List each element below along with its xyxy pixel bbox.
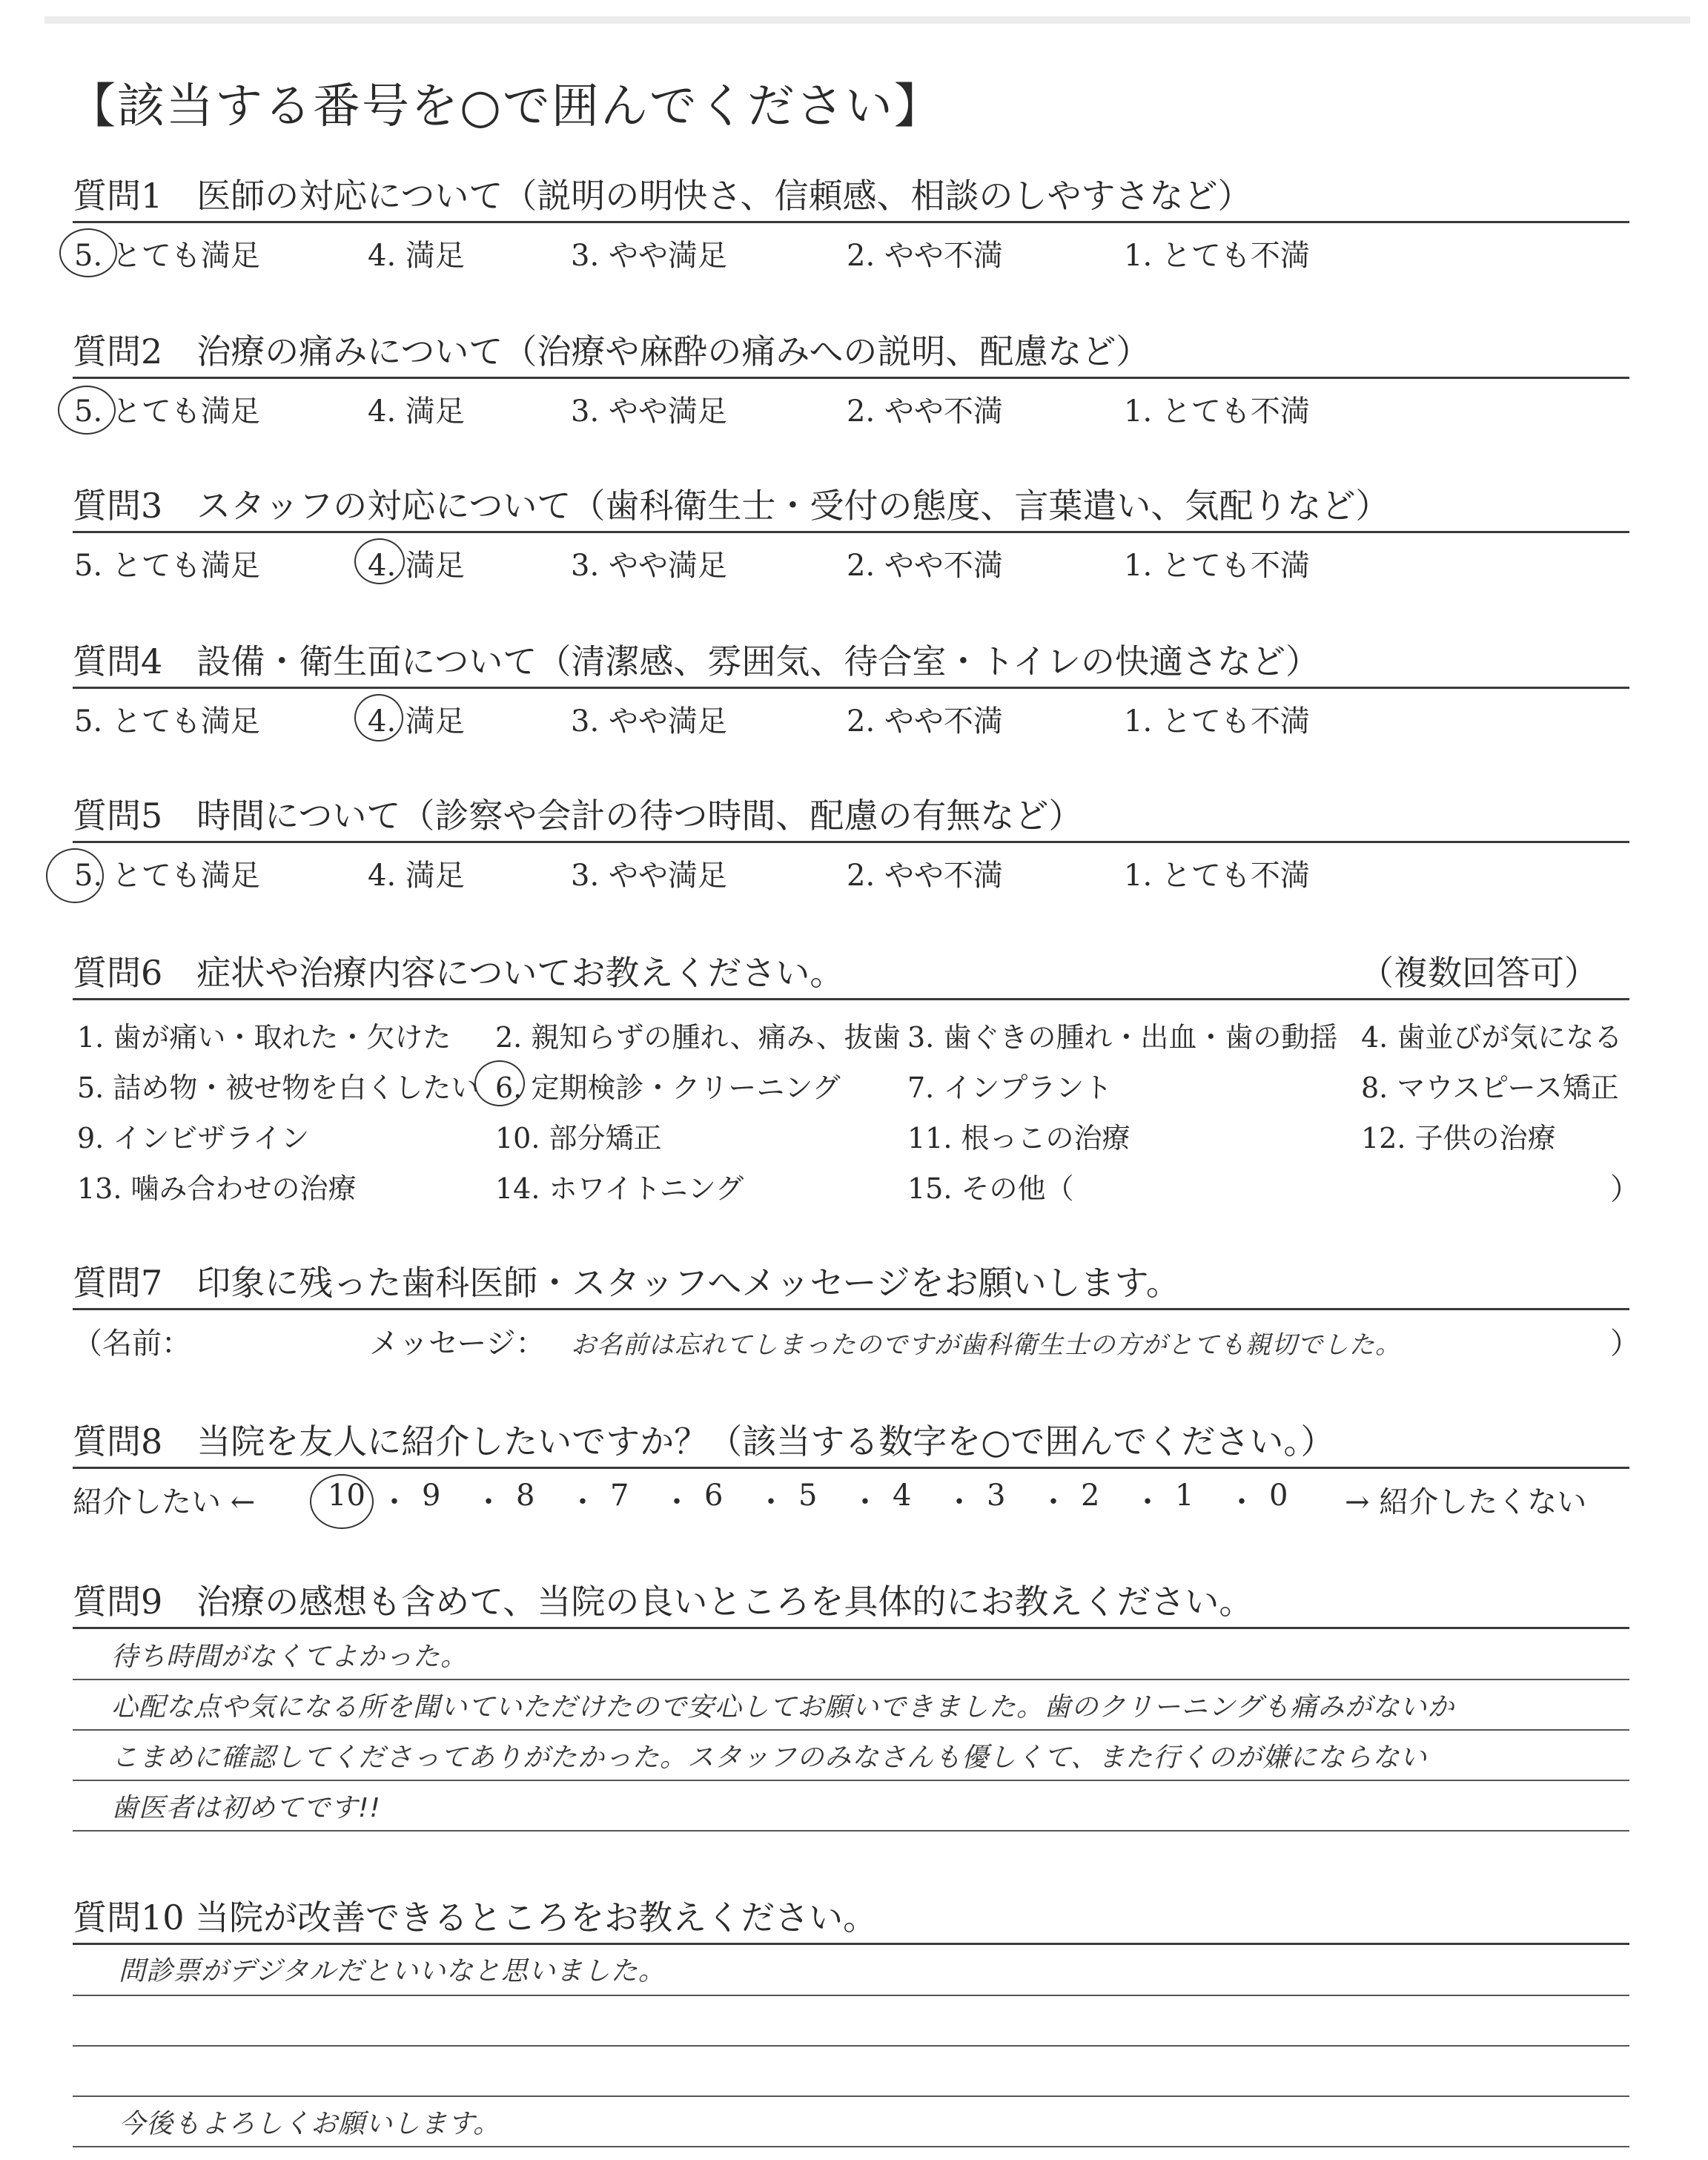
option-1[interactable]: 1. とても不満 <box>1124 239 1310 273</box>
ruled-line <box>73 1995 1629 1996</box>
option-4[interactable]: 4. 満足 <box>368 394 465 429</box>
question-title: 質問1 医師の対応について（説明の明快さ、信頼感、相談のしやすさなど） <box>73 176 1252 216</box>
option-5[interactable]: 5. とても満足 <box>74 394 260 429</box>
option-4[interactable]: 4. 満足 <box>368 239 465 273</box>
question-title: 質問8 当院を友人に紹介したいですか？（該当する数字を○で囲んでください。） <box>73 1421 1335 1462</box>
multiple-answer-note: （複数回答可） <box>1360 953 1598 993</box>
scan-edge <box>44 16 1690 24</box>
recommend-left-label: 紹介したい ← <box>73 1485 256 1519</box>
option-4[interactable]: 4. 満足 <box>368 549 465 583</box>
symptom-option[interactable]: 14. ホワイトニング <box>495 1172 744 1205</box>
selection-circle <box>354 694 403 742</box>
question-rule <box>73 1467 1629 1469</box>
option-2[interactable]: 2. やや不満 <box>847 239 1003 273</box>
option-3[interactable]: 3. やや満足 <box>571 394 727 429</box>
scale-value[interactable]: 5 <box>798 1479 818 1513</box>
selection-circle <box>58 386 116 435</box>
question-rule <box>73 841 1629 843</box>
question-rule <box>73 377 1629 379</box>
symptom-option[interactable]: 12. 子供の治療 <box>1361 1122 1556 1155</box>
option-2[interactable]: 2. やや不満 <box>847 549 1003 583</box>
symptom-option[interactable]: 13. 噛み合わせの治療 <box>77 1172 357 1205</box>
question-title: 質問5 時間について（診察や会計の待つ時間、配慮の有無など） <box>73 796 1083 836</box>
symptom-option[interactable]: 6. 定期検診・クリーニング <box>495 1071 841 1104</box>
scale-separator: ・ <box>756 1485 786 1519</box>
option-4[interactable]: 4. 満足 <box>368 704 465 739</box>
option-1[interactable]: 1. とても不満 <box>1124 549 1310 583</box>
question-title: 質問7 印象に残った歯科医師・スタッフへメッセージをお願いします。 <box>73 1263 1180 1303</box>
handwritten-message[interactable]: お名前は忘れてしまったのですが歯科衛生士の方がとても親切でした。 <box>571 1330 1401 1360</box>
scale-value[interactable]: 4 <box>893 1479 912 1513</box>
scale-separator: ・ <box>944 1485 974 1519</box>
selection-circle <box>46 848 104 903</box>
selection-circle <box>354 538 405 584</box>
other-close-paren: ） <box>1610 1172 1640 1206</box>
ruled-line <box>73 2095 1629 2097</box>
symptom-option[interactable]: 1. 歯が痛い・取れた・欠けた <box>77 1021 451 1054</box>
scale-value[interactable]: 9 <box>422 1479 441 1513</box>
selection-circle <box>474 1060 525 1106</box>
scale-value[interactable]: 0 <box>1269 1479 1288 1513</box>
comment-line[interactable]: 心配な点や気になる所を聞いていただけたので安心してお願いできました。歯のクリーニングも痛みがないか <box>111 1692 1455 1723</box>
scale-value[interactable]: 3 <box>987 1479 1006 1513</box>
page-title: 【該当する番号を○で囲んでください】 <box>68 79 943 134</box>
scale-value[interactable]: 6 <box>704 1479 724 1513</box>
scale-separator: ・ <box>1133 1485 1162 1519</box>
question-rule <box>73 1627 1629 1629</box>
ruled-line <box>73 1780 1629 1781</box>
scale-separator: ・ <box>1039 1485 1068 1519</box>
ruled-line <box>73 1830 1629 1832</box>
ruled-line <box>73 1729 1629 1731</box>
symptom-option[interactable]: 4. 歯並びが気になる <box>1361 1021 1623 1054</box>
question-title: 質問6 症状や治療内容についてお教えください。 <box>73 953 844 993</box>
ruled-line <box>73 2146 1629 2147</box>
scale-separator: ・ <box>568 1485 598 1519</box>
symptom-option[interactable]: 3. 歯ぐきの腫れ・出血・歯の動揺 <box>907 1021 1338 1054</box>
scale-separator: ・ <box>474 1485 503 1519</box>
recommend-right-label: → 紹介したくない <box>1345 1485 1587 1519</box>
scale-separator: ・ <box>662 1485 692 1519</box>
symptom-option[interactable]: 7. インプラント <box>907 1071 1113 1104</box>
option-5[interactable]: 5. とても満足 <box>74 859 260 893</box>
option-3[interactable]: 3. やや満足 <box>571 704 727 739</box>
selection-circle <box>59 228 117 277</box>
symptom-option[interactable]: 15. その他（ <box>907 1172 1074 1205</box>
option-4[interactable]: 4. 満足 <box>368 859 465 893</box>
question-rule <box>73 221 1629 223</box>
symptom-option[interactable]: 2. 親知らずの腫れ、痛み、抜歯 <box>495 1021 901 1054</box>
option-3[interactable]: 3. やや満足 <box>571 239 727 273</box>
comment-line[interactable]: 問診票がデジタルだといいなと思いました。 <box>119 1956 666 1986</box>
question-title: 質問3 スタッフの対応について（歯科衛生士・受付の態度、言葉遣い、気配りなど） <box>73 486 1390 526</box>
option-3[interactable]: 3. やや満足 <box>571 549 727 583</box>
symptom-option[interactable]: 10. 部分矯正 <box>495 1122 662 1155</box>
comment-line[interactable]: 歯医者は初めてです!! <box>111 1793 381 1823</box>
scale-separator: ・ <box>1227 1485 1257 1519</box>
message-label: メッセージ： <box>369 1327 546 1361</box>
option-1[interactable]: 1. とても不満 <box>1124 704 1310 739</box>
option-5[interactable]: 5. とても満足 <box>74 549 260 583</box>
question-title: 質問4 設備・衛生面について（清潔感、雰囲気、待合室・トイレの快適さなど） <box>73 641 1320 681</box>
option-1[interactable]: 1. とても不満 <box>1124 859 1310 893</box>
option-2[interactable]: 2. やや不満 <box>847 859 1003 893</box>
ruled-line <box>73 2045 1629 2047</box>
option-3[interactable]: 3. やや満足 <box>571 859 727 893</box>
question-rule <box>73 1943 1629 1945</box>
option-5[interactable]: 5. とても満足 <box>74 239 260 273</box>
scale-value[interactable]: 7 <box>610 1479 629 1513</box>
name-label: （名前： <box>73 1327 191 1361</box>
question-rule <box>73 531 1629 533</box>
option-1[interactable]: 1. とても不満 <box>1124 394 1310 429</box>
ruled-line <box>73 1679 1629 1680</box>
question-rule <box>73 1308 1629 1310</box>
message-close-paren: ） <box>1610 1327 1640 1361</box>
selection-circle <box>310 1474 374 1529</box>
option-2[interactable]: 2. やや不満 <box>847 704 1003 739</box>
comment-line[interactable]: 今後もよろしくお願いします。 <box>119 2109 501 2139</box>
option-5[interactable]: 5. とても満足 <box>74 704 260 739</box>
symptom-option[interactable]: 8. マウスピース矯正 <box>1361 1071 1619 1104</box>
question-title: 質問10 当院が改善できるところをお教えください。 <box>73 1898 878 1938</box>
symptom-option[interactable]: 9. インビザライン <box>77 1122 310 1155</box>
scale-value[interactable]: 1 <box>1175 1479 1194 1513</box>
scale-separator: ・ <box>380 1485 409 1519</box>
symptom-option[interactable]: 5. 詰め物・被せ物を白くしたい <box>77 1071 480 1104</box>
scale-value[interactable]: 10 <box>328 1479 365 1513</box>
option-2[interactable]: 2. やや不満 <box>847 394 1003 429</box>
question-rule <box>73 687 1629 689</box>
comment-line[interactable]: こまめに確認してくださってありがたかった。スタッフのみなさんも優しくて、また行くのが嫌にならない <box>111 1743 1428 1773</box>
question-rule <box>73 998 1629 1000</box>
comment-line[interactable]: 待ち時間がなくてよかった。 <box>111 1642 469 1672</box>
question-title: 質問2 治療の痛みについて（治療や麻酔の痛みへの説明、配慮など） <box>73 331 1151 371</box>
symptom-option[interactable]: 11. 根っこの治療 <box>907 1122 1131 1155</box>
scale-separator: ・ <box>850 1485 880 1519</box>
scale-value[interactable]: 2 <box>1081 1479 1100 1513</box>
scale-value[interactable]: 8 <box>516 1479 535 1513</box>
question-title: 質問9 治療の感想も含めて、当院の良いところを具体的にお教えください。 <box>73 1582 1254 1622</box>
